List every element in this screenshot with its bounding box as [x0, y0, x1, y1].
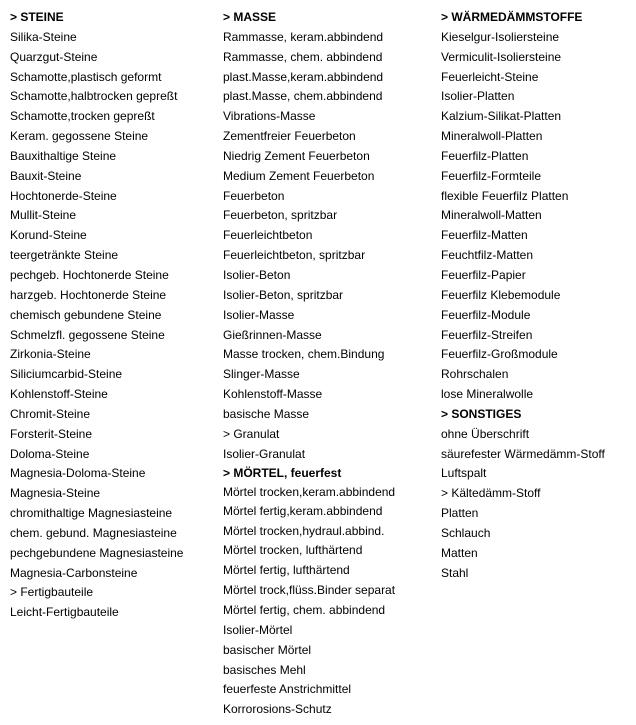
category-link[interactable]: Feuerleichtbeton, spritzbar [223, 248, 366, 263]
category-link[interactable]: Korrorosions-Schutz [223, 702, 332, 717]
category-link[interactable]: Feuerbeton, spritzbar [223, 208, 338, 223]
category-link[interactable]: flexible Feuerfilz Platten [441, 188, 569, 203]
category-link[interactable]: Schamotte,halbtrocken gepreßt [10, 89, 178, 104]
category-link[interactable]: Matten [441, 545, 478, 560]
category-link[interactable]: Magnesia-Steine [10, 486, 101, 501]
category-link[interactable]: Isolier-Beton [223, 267, 291, 282]
category-link[interactable]: Schlauch [441, 525, 491, 540]
category-link[interactable]: Mörtel trocken,keram.abbindend [223, 485, 396, 500]
category-link[interactable]: Silika-Steine [10, 29, 77, 44]
category-link[interactable]: Feuerleicht-Steine [441, 69, 539, 84]
category-link[interactable]: Rammasse, chem. abbindend [223, 49, 383, 64]
category-link[interactable]: Kalzium-Silikat-Platten [441, 109, 562, 124]
category-link[interactable]: Mörtel trock,flüss.Binder separat [223, 583, 396, 598]
category-column-steine [10, 8, 183, 623]
section-heading: > WÄRMEDÄMMSTOFFE [441, 10, 583, 24]
section-heading: > MÖRTEL, feuerfest [223, 466, 342, 481]
category-link[interactable]: Mörtel fertig, lufthärtend [223, 563, 350, 578]
category-link[interactable]: > Granulat [223, 426, 280, 441]
category-link[interactable]: Korund-Steine [10, 228, 87, 243]
category-link[interactable]: Hochtonerde-Steine [10, 188, 117, 203]
category-link[interactable]: Kohlenstoff-Steine [10, 387, 108, 402]
category-link[interactable]: Schamotte,plastisch geformt [10, 69, 162, 84]
category-link[interactable]: Isolier-Beton, spritzbar [223, 287, 344, 302]
category-link[interactable]: chemisch gebundene Steine [10, 307, 162, 322]
category-link[interactable]: Chromit-Steine [10, 406, 91, 421]
category-link[interactable]: plast.Masse, chem.abbindend [223, 89, 383, 104]
category-link[interactable]: Bauxit-Steine [10, 168, 82, 183]
category-link[interactable]: Rammasse, keram.abbindend [223, 29, 384, 44]
category-link[interactable]: Schamotte,trocken gepreßt [10, 109, 155, 124]
category-link[interactable]: Feuerleichtbeton [223, 228, 313, 243]
section-heading: > STEINE [10, 10, 64, 24]
category-link[interactable]: harzgeb. Hochtonerde Steine [10, 287, 167, 302]
category-link[interactable]: Feuerfilz Klebemodule [441, 287, 561, 302]
category-link[interactable]: Kieselgur-Isoliersteine [441, 29, 560, 44]
category-link[interactable]: Mineralwoll-Matten [441, 208, 542, 223]
category-link[interactable]: Forsterit-Steine [10, 426, 93, 441]
category-link[interactable]: Feuerfilz-Großmodule [441, 347, 558, 362]
category-link[interactable]: Feuerfilz-Formteile [441, 168, 542, 183]
category-link[interactable]: teergetränkte Steine [10, 248, 119, 263]
category-link[interactable]: Siliciumcarbid-Steine [10, 367, 123, 382]
category-link[interactable]: Feuchtfilz-Matten [441, 248, 534, 263]
section-heading: > SONSTIGES [441, 406, 522, 421]
category-link[interactable]: Isolier-Platten [441, 89, 515, 104]
category-link[interactable]: Luftspalt [441, 466, 487, 481]
category-column-waermedaemmstoffe [441, 8, 605, 583]
category-link[interactable]: Mörtel trocken,hydraul.abbind. [223, 523, 385, 538]
category-link[interactable]: lose Mineralwolle [441, 387, 534, 402]
category-link[interactable]: Rohrschalen [441, 367, 509, 382]
category-link[interactable]: Leicht-Fertigbauteile [10, 605, 119, 620]
category-link[interactable]: Zirkonia-Steine [10, 347, 91, 362]
category-link[interactable]: Mörtel fertig,keram.abbindend [223, 503, 383, 518]
category-link[interactable]: Magnesia-Doloma-Steine [10, 466, 146, 481]
category-link[interactable]: basischer Mörtel [223, 642, 312, 657]
category-link[interactable]: Isolier-Masse [223, 307, 295, 322]
category-link[interactable]: Feuerfilz-Module [441, 307, 531, 322]
category-link[interactable]: chromithaltige Magnesiasteine [10, 506, 173, 521]
category-link[interactable]: Gießrinnen-Masse [223, 327, 322, 342]
category-link[interactable]: plast.Masse,keram.abbindend [223, 69, 384, 84]
category-link[interactable]: Isolier-Granulat [223, 446, 306, 461]
category-link[interactable]: Mörtel trocken, lufthärtend [223, 543, 363, 558]
category-link[interactable]: Schmelzfl. gegossene Steine [10, 327, 165, 342]
category-link[interactable]: Mullit-Steine [10, 208, 77, 223]
category-link[interactable]: > Kältedämm-Stoff [441, 486, 541, 501]
category-link[interactable]: basisches Mehl [223, 662, 306, 677]
category-link[interactable]: Mineralwoll-Platten [441, 129, 543, 144]
category-link[interactable]: Magnesia-Carbonsteine [10, 565, 138, 580]
category-column-masse-moertel [223, 8, 395, 720]
category-link[interactable]: Isolier-Mörtel [223, 622, 293, 637]
category-link[interactable]: Mörtel fertig, chem. abbindend [223, 602, 386, 617]
category-link[interactable]: Feuerfilz-Streifen [441, 327, 533, 342]
category-link[interactable]: Masse trocken, chem.Bindung [223, 347, 385, 362]
category-link[interactable]: Kohlenstoff-Masse [223, 387, 323, 402]
category-link[interactable]: Stahl [441, 565, 469, 580]
category-link[interactable]: pechgeb. Hochtonerde Steine [10, 267, 169, 282]
category-link[interactable]: > Fertigbauteile [10, 585, 94, 600]
category-link[interactable]: chem. gebund. Magnesiasteine [10, 525, 177, 540]
category-link[interactable]: Vibrations-Masse [223, 109, 316, 124]
section-heading: > MASSE [223, 10, 277, 24]
category-link[interactable]: Quarzgut-Steine [10, 49, 98, 64]
category-link[interactable]: basische Masse [223, 406, 310, 421]
category-link[interactable]: pechgebundene Magnesiasteine [10, 545, 184, 560]
category-link[interactable]: Zementfreier Feuerbeton [223, 129, 356, 144]
category-link[interactable]: feuerfeste Anstrichmittel [223, 682, 352, 697]
category-link[interactable]: Slinger-Masse [223, 367, 300, 382]
category-link[interactable]: ohne Überschrift [441, 426, 530, 441]
category-link[interactable]: Medium Zement Feuerbeton [223, 168, 375, 183]
category-link[interactable]: Niedrig Zement Feuerbeton [223, 148, 370, 163]
category-link[interactable]: Feuerfilz-Platten [441, 148, 529, 163]
category-link[interactable]: Keram. gegossene Steine [10, 129, 149, 144]
category-link[interactable]: Feuerfilz-Papier [441, 267, 526, 282]
category-link[interactable]: Feuerbeton [223, 188, 285, 203]
category-link[interactable]: Bauxithaltige Steine [10, 148, 117, 163]
category-link[interactable]: Doloma-Steine [10, 446, 90, 461]
category-link[interactable]: Vermiculit-Isoliersteine [441, 49, 562, 64]
category-link[interactable]: Platten [441, 506, 479, 521]
category-link[interactable]: Feuerfilz-Matten [441, 228, 528, 243]
category-link[interactable]: säurefester Wärmedämm-Stoff [441, 446, 605, 461]
